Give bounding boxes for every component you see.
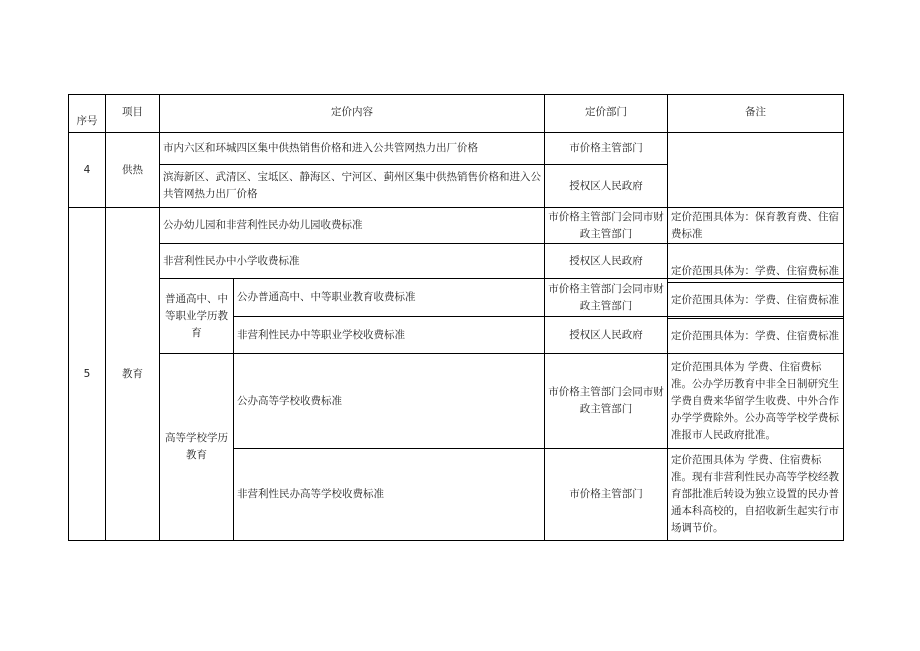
- edu-row1-content: 公办幼儿园和非营利性民办幼儿园收费标准: [163, 219, 363, 231]
- edu-row2-note: 定价范围具体为：学费、住宿费标准: [671, 265, 839, 277]
- heating-seq: 4: [83, 163, 91, 176]
- rule-right: [843, 94, 844, 541]
- edu-row3-dept: 市价格主管部门会同市财政主管部门: [548, 282, 664, 312]
- header-item: 项目: [122, 106, 143, 118]
- heating-row2-content: 滨海新区、武清区、宝坻区、静海区、宁河区、蓟州区集中供热销售价格和进入公共管网热力出厂价格: [163, 171, 541, 200]
- edu-row5-note: 定价范围具体为 学费、住宿费标准。公办学历教育中非全日制研究生学费自费来华留学生收费、中外合作办学学费除外。公办高等学校学费标准报市人民政府批准。: [671, 360, 839, 441]
- edu-row4-note: 定价范围具体为：学费、住宿费标准: [671, 329, 839, 342]
- header-content: 定价内容: [331, 106, 373, 118]
- heating-row1-dept: 市价格主管部门: [569, 142, 643, 154]
- edu-row5-dept: 市价格主管部门会同市财政主管部门: [548, 386, 664, 415]
- header-dept: 定价部门: [585, 106, 627, 118]
- header-note: 备注: [745, 106, 766, 118]
- rule-bottom: [68, 540, 843, 541]
- vocational-education-label: 普通高中、中等职业学历教育: [165, 292, 228, 339]
- edu-row3-note: 定价范围具体为：学费、住宿费标准: [671, 294, 839, 306]
- edu-row6-content: 非营利性民办高等学校收费标准: [237, 488, 384, 500]
- edu-row1-dept: 市价格主管部门会同市财政主管部门: [548, 210, 664, 240]
- edu-row4-dept: 授权区人民政府: [569, 328, 643, 341]
- heating-row1-content: 市内六区和环城四区集中供热销售价格和进入公共管网热力出厂价格: [163, 142, 478, 154]
- education-seq: 5: [83, 367, 91, 380]
- edu-row5-content: 公办高等学校收费标准: [237, 394, 342, 407]
- edu-row2-dept: 授权区人民政府: [569, 254, 643, 267]
- heating-item: 供热: [122, 163, 143, 176]
- edu-row1-note: 定价范围具体为：保育教育费、住宿费标准: [671, 210, 839, 240]
- heating-row2-dept: 授权区人民政府: [569, 179, 643, 192]
- edu-row2-content: 非营利性民办中小学收费标准: [163, 254, 300, 267]
- edu-row6-dept: 市价格主管部门: [569, 488, 643, 500]
- edu-row3-content: 公办普通高中、中等职业教育收费标准: [237, 291, 416, 303]
- education-item: 教育: [122, 367, 143, 380]
- higher-education-label: 高等学校学历教育: [165, 432, 228, 461]
- edu-row4-content: 非营利性民办中等职业学校收费标准: [237, 328, 405, 341]
- header-seq: 序号: [76, 115, 98, 127]
- edu-row6-note: 定价范围具体为 学费、住宿费标准。现有非营利性民办高等学校经教育部批准后转设为独立设置的民办普通本科高校的，自招收新生起实行市场调节价。: [671, 454, 839, 534]
